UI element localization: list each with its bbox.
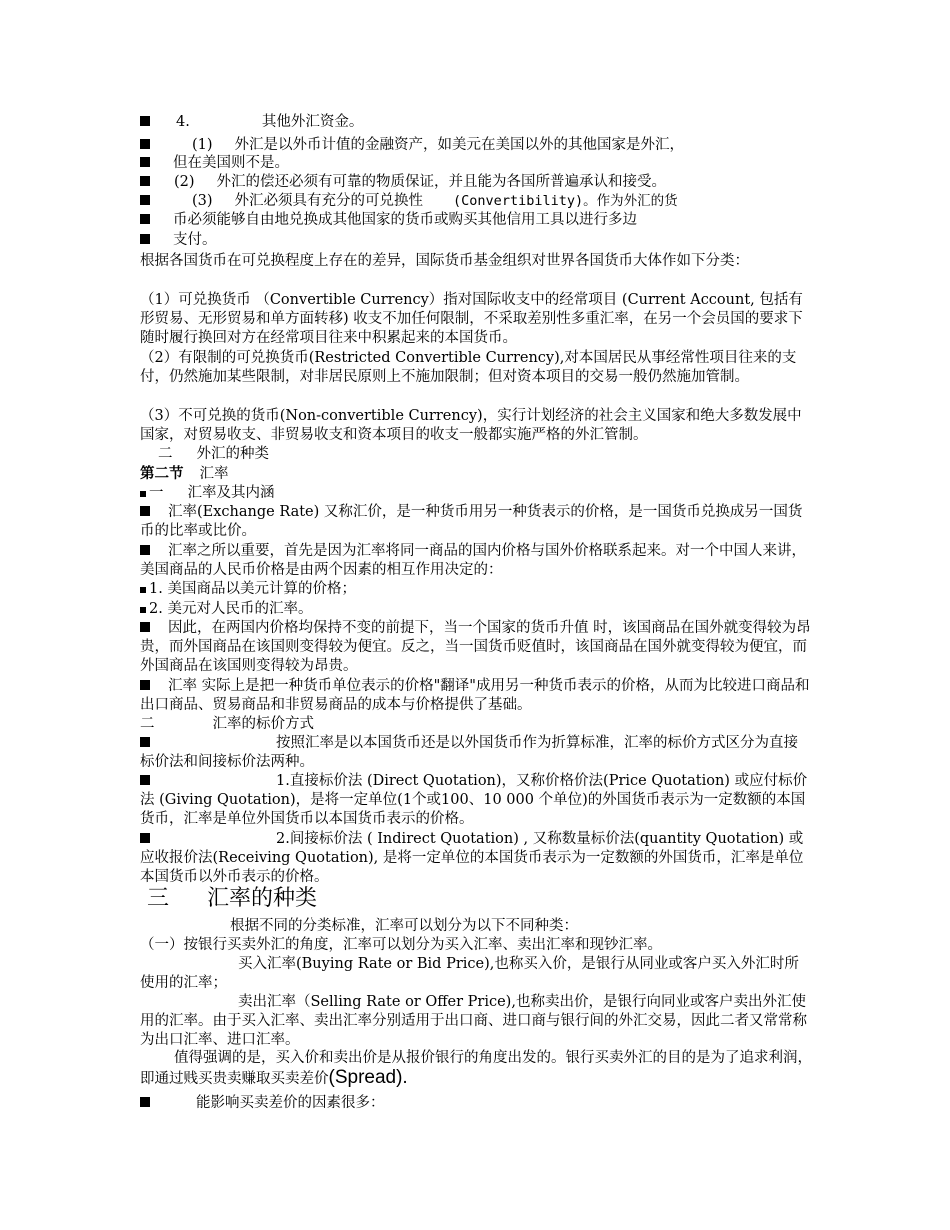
subheading-3: 三 汇率的种类 — [147, 886, 318, 911]
list-item: 1. 美国商品以美元计算的价格； — [140, 580, 356, 599]
square-bullet-icon — [140, 195, 150, 205]
list-item: 2. 美元对人民币的汇率。 — [140, 600, 312, 619]
paragraph-selling-rate: 卖出汇率（Selling Rate or Offer Price),也称卖出价，是银行向同业或客户卖出外汇使用的汇率。由于买入汇率、卖出汇率分别适用于出口商、进口商与银行间的外汇交易，因此二者又常常称为出口汇率、进口汇率。 — [140, 994, 807, 1048]
list-line: (2) 外汇的偿还必须有可靠的物质保证，并且能为各国所普遍承认和接受。 — [140, 173, 666, 192]
list-line: 支付。 — [140, 231, 217, 250]
paragraph-types-1: （一）按银行买卖外汇的角度，汇率可以划分为买入汇率、卖出汇率和现钞汇率。 — [140, 937, 662, 953]
square-bullet-icon — [140, 545, 150, 555]
square-bullet-icon — [140, 1097, 150, 1107]
paragraph-factors: 能影响买卖差价的因素很多： — [140, 1094, 385, 1113]
paragraph-nonconvertible: （3）不可兑换的货币(Non-convertible Currency)，实行计划经济的社会主义国家和绝大多数发展中国家，对贸易收支、非贸易收支和资本项目的收支一般都实施严格的外汇管制。 — [140, 408, 802, 443]
list-line: (3) 外汇必须具有充分的可兑换性 (Convertibility)。作为外汇的货 — [140, 192, 678, 211]
square-bullet-icon — [140, 737, 150, 747]
square-bullet-icon — [140, 157, 150, 167]
section-heading: 第二节 汇率 — [140, 465, 229, 482]
square-bullet-icon — [140, 607, 146, 613]
paragraph-direct-quotation: 1.直接标价法 (Direct Quotation)，又称价格价法(Price Quotation) 或应付标价法 (Giving Quotation)，是将一定单位(1个或100、10 000 个单位)的外国货币表示为一定数额的本国货币，汇率是单位外国货币以本国货币表示的价格。 — [140, 773, 808, 827]
list-line: (1) 外汇是以外币计值的金融资产，如美元在美国以外的其他国家是外汇， — [140, 136, 684, 155]
square-bullet-icon — [140, 491, 146, 497]
paragraph-rate-definition: 汇率(Exchange Rate) 又称汇价，是一种货币用另一种货表示的价格，是一国货币兑换成另一国货币的比率或比价。 — [140, 504, 803, 539]
paragraph-classify: 根据各国货币在可兑换程度上存在的差异，国际货币基金组织对世界各国货币大体作如下分类： — [140, 253, 749, 269]
paragraph-quote-intro: 按照汇率是以本国货币还是以外国货币作为折算标准，汇率的标价方式区分为直接标价法和间接标价法两种。 — [140, 735, 798, 770]
square-bullet-icon — [140, 622, 150, 632]
square-bullet-icon — [140, 775, 150, 785]
paragraph-therefore: 因此，在两国内价格均保持不变的前提下，当一个国家的货币升值 时，该国商品在国外就变得较为昂贵，而外国商品在该国则变得较为便宜。反之，当一国货币贬值时，该国商品在国外就变得较为便宜，而外国商品在该国则变得较为昂贵。 — [140, 620, 811, 674]
square-bullet-icon — [140, 234, 150, 244]
list-line: 币必须能够自由地兑换成其他国家的货币或购买其他信用工具以进行多边 — [140, 211, 637, 230]
list-line: 但在美国则不是。 — [140, 154, 289, 173]
heading-forex-types: 二 外汇的种类 — [158, 446, 269, 462]
square-bullet-icon — [140, 139, 150, 149]
square-bullet-icon — [140, 587, 146, 593]
subheading-2: 二 汇率的标价方式 — [140, 716, 314, 732]
square-bullet-icon — [140, 833, 150, 843]
square-bullet-icon — [140, 116, 150, 126]
paragraph-note: 值得强调的是，买入价和卖出价是从报价银行的角度出发的。银行买卖外汇的目的是为了追求利润，即通过贱买贵卖赚取买卖差价(Spread). — [140, 1050, 812, 1088]
paragraph-buying-rate: 买入汇率(Buying Rate or Bid Price),也称买入价，是银行从同业或客户买入外汇时所使用的汇率； — [140, 956, 799, 991]
paragraph-restricted: （2）有限制的可兑换货币(Restricted Convertible Currency),对本国居民从事经常性项目往来的支付，仍然施加某些限制，对非居民原则上不施加限制；但对资本项目的交易一般仍然施加管制。 — [140, 350, 797, 385]
square-bullet-icon — [140, 176, 150, 186]
paragraph-convertible: （1）可兑换货币 （Convertible Currency）指对国际收支中的经常项目 (Current Account, 包括有形贸易、无形贸易和单方面转移) 收支不加任何限制，不采取差别性多重汇率，在另一个会员国的要求下随时履行换回对方在经常项目往来中积累起来的本国货币。 — [140, 292, 803, 346]
paragraph-indirect-quotation: 2.间接标价法 ( Indirect Quotation) , 又称数量标价法(quantity Quotation) 或应收报价法(Receiving Quotation), 是将一定单位的本国货币表示为一定数额的外国货币，汇率是单位本国货币以外币表示的价格。 — [140, 831, 804, 885]
paragraph-types-intro: 根据不同的分类标准，汇率可以划分为以下不同种类： — [230, 918, 578, 934]
square-bullet-icon — [140, 214, 150, 224]
square-bullet-icon — [140, 506, 150, 516]
list-line: 4. 其他外汇资金。 — [140, 113, 363, 132]
paragraph-translate: 汇率 实际上是把一种货币单位表示的价格"翻译"成用另一种货币表示的价格，从而为比较进口商品和出口商品、贸易商品和非贸易商品的成本与价格提供了基础。 — [140, 678, 810, 713]
paragraph-rate-importance: 汇率之所以重要，首先是因为汇率将同一商品的国内价格与国外价格联系起来。对一个中国人来讲，美国商品的人民币价格是由两个因素的相互作用决定的： — [140, 543, 806, 578]
square-bullet-icon — [140, 680, 150, 690]
subheading-1: 一 汇率及其内涵 — [140, 484, 275, 503]
